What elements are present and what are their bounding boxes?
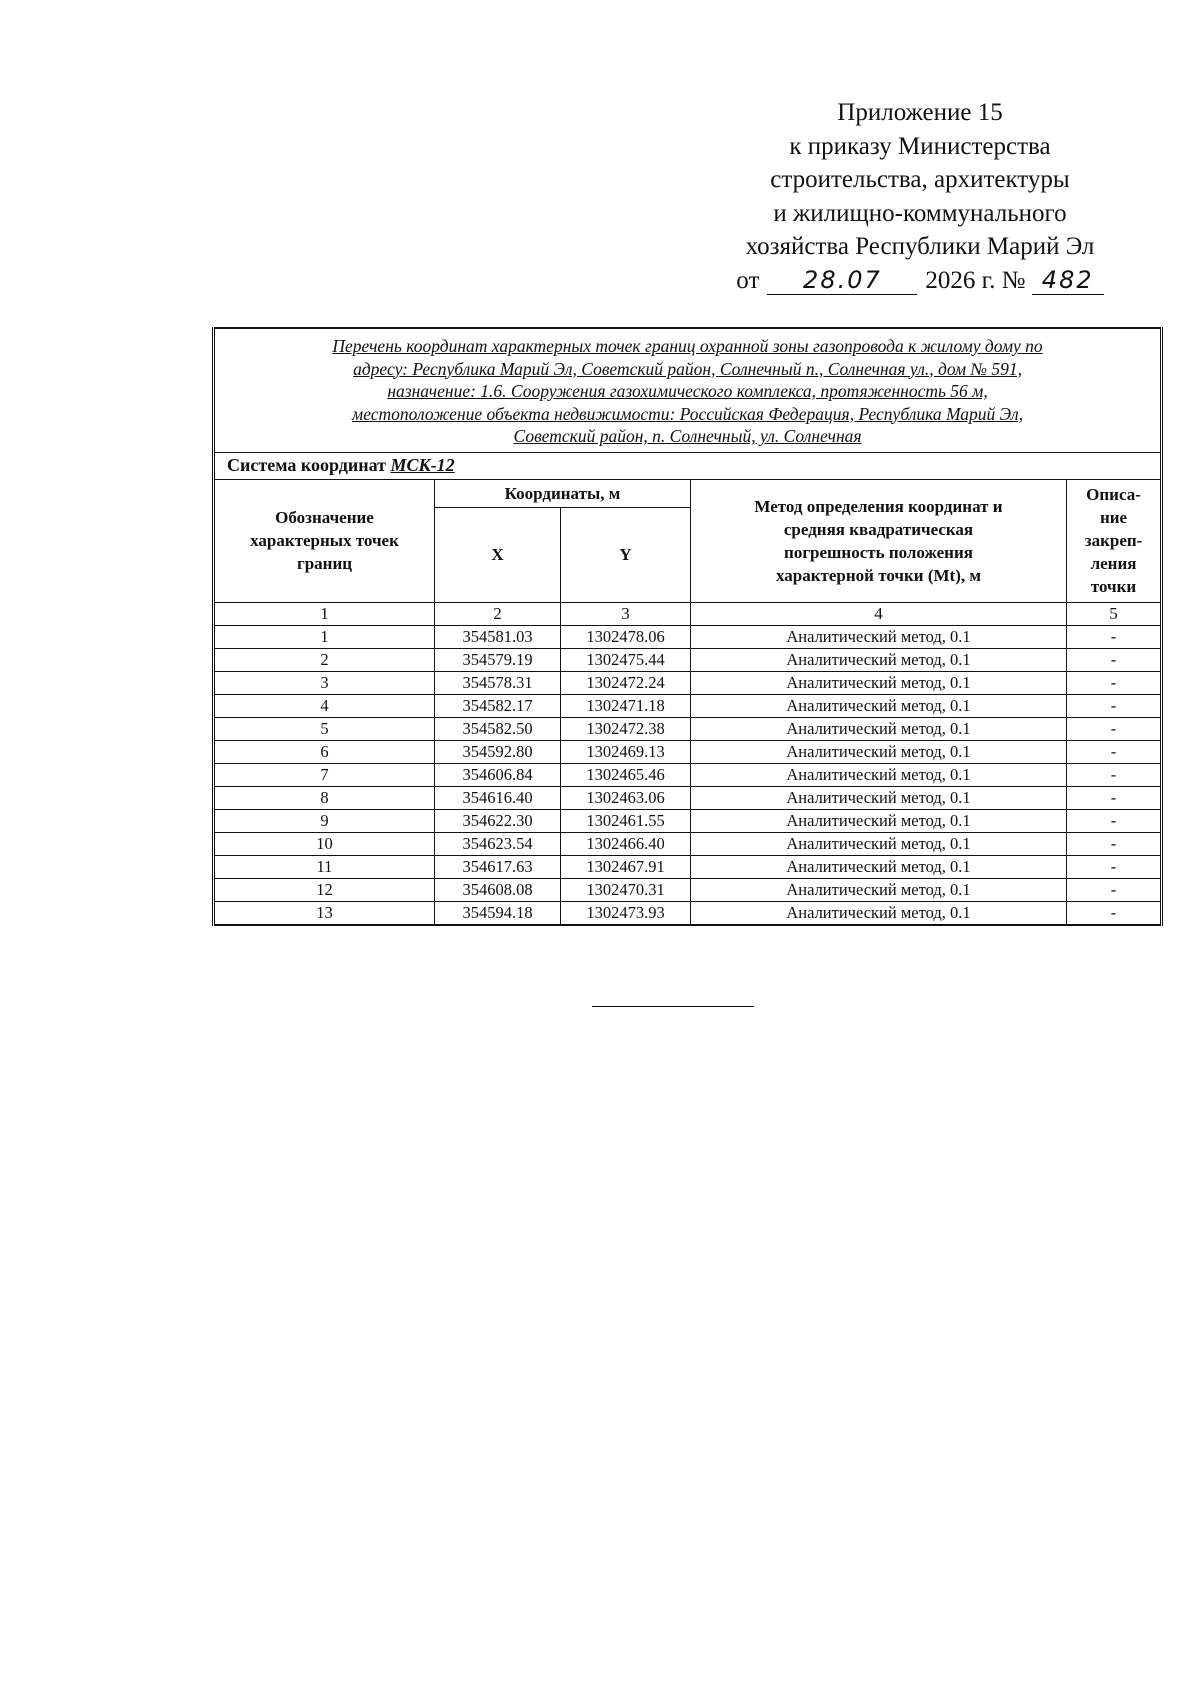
- coordinate-system-label: Система координат: [227, 455, 386, 475]
- method: Аналитический метод, 0.1: [691, 648, 1067, 671]
- appendix-line-3: строительства, архитектуры: [770, 166, 1070, 193]
- appendix-line-4: и жилищно-коммунального: [773, 199, 1067, 227]
- description: -: [1067, 809, 1162, 832]
- description: -: [1067, 832, 1162, 855]
- point-number: 6: [214, 740, 435, 763]
- order-date-line: [720, 264, 1120, 298]
- coord-y: 1302469.13: [561, 740, 691, 763]
- coordinate-system-value: МСК-12: [390, 455, 455, 475]
- description: -: [1067, 694, 1162, 717]
- column-index: 4: [691, 602, 1067, 625]
- table-title-line-1: Перечень координат характерных точек границ охранной зоны газопровода к жилому дому по: [332, 336, 1043, 356]
- point-number: 1: [214, 625, 435, 648]
- point-number: 7: [214, 763, 435, 786]
- coord-x: 354582.17: [435, 694, 561, 717]
- method: Аналитический метод, 0.1: [691, 625, 1067, 648]
- point-number: 12: [214, 878, 435, 901]
- coord-x: 354578.31: [435, 671, 561, 694]
- coord-x: 354616.40: [435, 786, 561, 809]
- method: Аналитический метод, 0.1: [691, 671, 1067, 694]
- method: Аналитический метод, 0.1: [691, 855, 1067, 878]
- table-row: [214, 832, 1162, 855]
- column-index: 2: [435, 602, 561, 625]
- description: -: [1067, 901, 1162, 925]
- appendix-line-2: к приказу Министерства: [789, 132, 1051, 160]
- header-points-line-3: границ: [296, 554, 353, 573]
- header-points-line-1: Обозначение: [275, 508, 374, 527]
- table-row: [214, 809, 1162, 832]
- table-title-line-5: Советский район, п. Солнечный, ул. Солнечная: [513, 426, 862, 446]
- coord-y: 1302473.93: [561, 901, 691, 925]
- coord-x: 354606.84: [435, 763, 561, 786]
- description: -: [1067, 855, 1162, 878]
- table-row: [214, 625, 1162, 648]
- coord-y: 1302471.18: [561, 694, 691, 717]
- coord-x: 354594.18: [435, 901, 561, 925]
- table-row: [214, 717, 1162, 740]
- header-method-line-3: погрешность положения: [784, 542, 973, 562]
- column-index: 5: [1067, 602, 1162, 625]
- coord-x: 354608.08: [435, 878, 561, 901]
- point-number: 3: [214, 671, 435, 694]
- coord-y: 1302466.40: [561, 832, 691, 855]
- point-number: 8: [214, 786, 435, 809]
- column-index: 1: [214, 602, 435, 625]
- coord-y: 1302472.24: [561, 671, 691, 694]
- method: Аналитический метод, 0.1: [691, 809, 1067, 832]
- table-row: [214, 855, 1162, 878]
- table-body: [214, 625, 1162, 925]
- date-prefix: от: [736, 266, 760, 294]
- header-desc-line-5: точки: [1090, 577, 1137, 596]
- table-row: [214, 901, 1162, 925]
- header-y: Y: [561, 507, 691, 602]
- coord-x: 354623.54: [435, 832, 561, 855]
- coordinates-table: [212, 327, 1163, 926]
- description: -: [1067, 878, 1162, 901]
- number-field: [1032, 267, 1104, 295]
- coordinate-system: [214, 452, 1162, 479]
- point-number: 9: [214, 809, 435, 832]
- point-number: 11: [214, 855, 435, 878]
- appendix-title: Приложение 15: [837, 99, 1003, 126]
- coord-y: 1302465.46: [561, 763, 691, 786]
- header-desc-line-1: Описа-: [1086, 485, 1141, 504]
- header-method-line-2: средняя квадратическая: [783, 519, 974, 539]
- description: -: [1067, 671, 1162, 694]
- point-number: 2: [214, 648, 435, 671]
- header-desc-line-3: закреп-: [1084, 531, 1143, 550]
- closing-rule: [592, 1006, 754, 1007]
- description: -: [1067, 740, 1162, 763]
- method: Аналитический метод, 0.1: [691, 901, 1067, 925]
- handwritten-number: 482: [1041, 265, 1094, 294]
- point-number: 5: [214, 717, 435, 740]
- method: Аналитический метод, 0.1: [691, 878, 1067, 901]
- table-title-line-2: адресу: Республика Марий Эл, Советский район, Солнечный п., Солнечная ул., дом № 591,: [353, 358, 1022, 379]
- coord-y: 1302461.55: [561, 809, 691, 832]
- date-field: [767, 267, 917, 295]
- coord-y: 1302475.44: [561, 648, 691, 671]
- coord-y: 1302470.31: [561, 878, 691, 901]
- coord-y: 1302478.06: [561, 625, 691, 648]
- table-title-line-3: назначение: 1.6. Сооружения газохимического комплекса, протяженность 56 м,: [387, 381, 988, 401]
- coord-x: 354581.03: [435, 625, 561, 648]
- year-text: 2026 г. №: [925, 266, 1026, 294]
- header-method: [691, 479, 1067, 602]
- header-x: X: [435, 507, 561, 602]
- column-index: 3: [561, 602, 691, 625]
- coord-y: 1302467.91: [561, 855, 691, 878]
- appendix-header: [720, 96, 1120, 297]
- header-desc-line-2: ние: [1099, 508, 1128, 527]
- table-row: [214, 878, 1162, 901]
- header-desc-line-4: ления: [1090, 554, 1137, 573]
- method: Аналитический метод, 0.1: [691, 786, 1067, 809]
- column-index-row: [214, 602, 1162, 625]
- table-title-line-4: местоположение объекта недвижимости: Российская Федерация, Республика Марий Эл,: [352, 403, 1023, 424]
- description: -: [1067, 763, 1162, 786]
- method: Аналитический метод, 0.1: [691, 717, 1067, 740]
- description: -: [1067, 717, 1162, 740]
- table-row: [214, 763, 1162, 786]
- description: -: [1067, 786, 1162, 809]
- coord-x: 354579.19: [435, 648, 561, 671]
- description: -: [1067, 648, 1162, 671]
- header-method-line-1: Метод определения координат и: [754, 496, 1003, 516]
- point-number: 4: [214, 694, 435, 717]
- header-points: [214, 479, 435, 602]
- method: Аналитический метод, 0.1: [691, 694, 1067, 717]
- table-row: [214, 786, 1162, 809]
- table-title: [214, 328, 1162, 452]
- description: -: [1067, 625, 1162, 648]
- method: Аналитический метод, 0.1: [691, 763, 1067, 786]
- method: Аналитический метод, 0.1: [691, 740, 1067, 763]
- table-row: [214, 694, 1162, 717]
- coord-y: 1302472.38: [561, 717, 691, 740]
- header-description: [1067, 479, 1162, 602]
- table-row: [214, 671, 1162, 694]
- table-row: [214, 740, 1162, 763]
- table-row: [214, 648, 1162, 671]
- point-number: 10: [214, 832, 435, 855]
- handwritten-date: 28.07: [803, 265, 882, 294]
- header-points-line-2: характерных точек: [250, 531, 399, 550]
- coord-x: 354622.30: [435, 809, 561, 832]
- appendix-line-5: хозяйства Республики Марий Эл: [745, 233, 1095, 260]
- coord-x: 354592.80: [435, 740, 561, 763]
- header-method-line-4: характерной точки (Mt), м: [776, 565, 981, 585]
- header-coordinates: Координаты, м: [435, 479, 691, 507]
- point-number: 13: [214, 901, 435, 925]
- coord-x: 354582.50: [435, 717, 561, 740]
- coord-x: 354617.63: [435, 855, 561, 878]
- coord-y: 1302463.06: [561, 786, 691, 809]
- method: Аналитический метод, 0.1: [691, 832, 1067, 855]
